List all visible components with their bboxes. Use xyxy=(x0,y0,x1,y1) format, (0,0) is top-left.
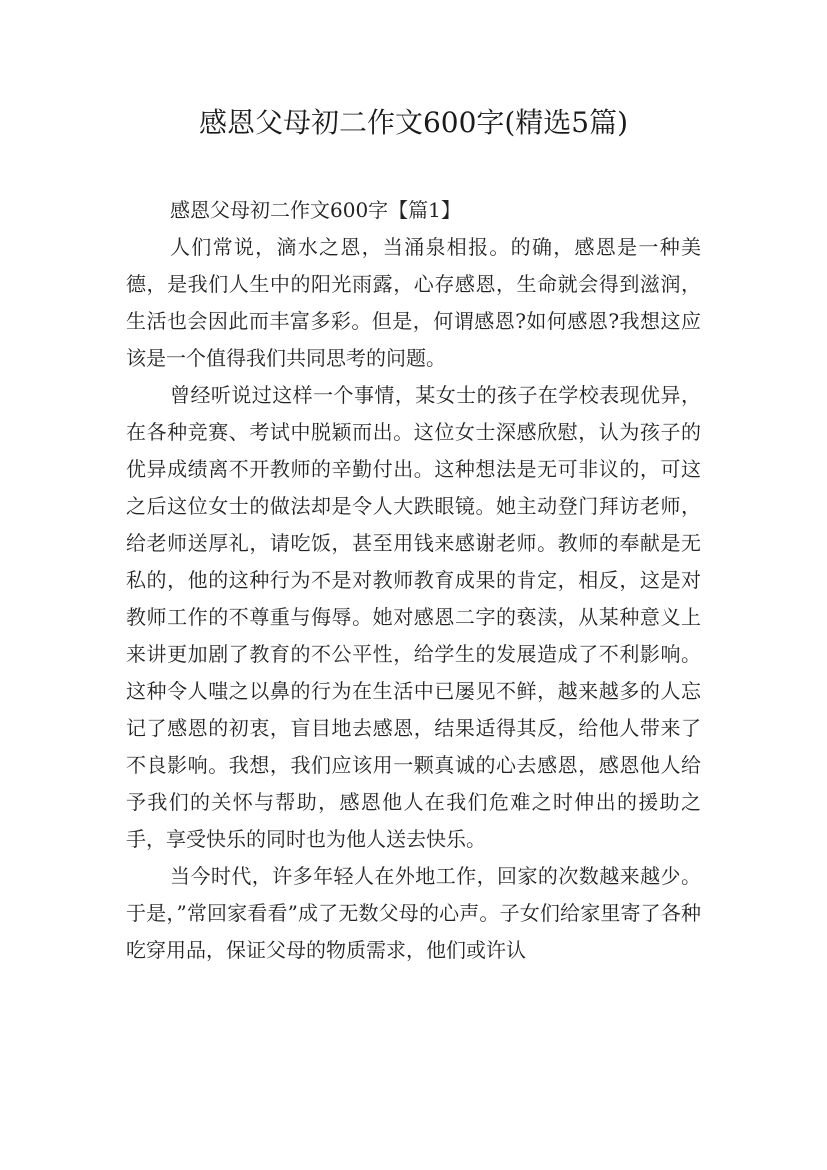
paragraph-2: 曾经听说过这样一个事情，某女士的孩子在学校表现优异，在各种竞赛、考试中脱颖而出。这位女士深感欣慰，认为孩子的优异成绩离不开教师的辛勤付出。这种想法是无可非议的，可这之后这位女士的做法却是令人大跌眼镜。她主动登门拜访老师，给老师送厚礼，请吃饭，甚至用钱来感谢老师。教师的奉献是无私的，他的这种行为不是对教师教育成果的肯定，相反，这是对教师工作的不尊重与侮辱。她对感恩二字的亵渎，从某种意义上来讲更加剧了教育的不公平性，给学生的发展造成了不利影响。这种令人嗤之以鼻的行为在生活中已屡见不鲜，越来越多的人忘记了感恩的初衷，盲目地去感恩，结果适得其反，给他人带来了不良影响。我想，我们应该用一颗真诚的心去感恩，感恩他人给予我们的关怀与帮助，感恩他人在我们危难之时伸出的援助之手，享受快乐的同时也为他人送去快乐。 xyxy=(126,383,701,851)
document-title: 感恩父母初二作文600字(精选5篇) xyxy=(198,106,629,139)
paragraph-1: 人们常说，滴水之恩，当涌泉相报。的确，感恩是一种美德，是我们人生中的阳光雨露，心存感恩，生命就会得到滋润，生活也会因此而丰富多彩。但是，何谓感恩?如何感恩?我想这应该是一个值得我们共同思考的问题。 xyxy=(126,235,701,370)
document-body xyxy=(126,192,701,969)
section-heading: 感恩父母初二作文600字【篇1】 xyxy=(170,198,461,222)
paragraph-3: 当今时代，许多年轻人在外地工作，回家的次数越来越少。于是，”常回家看看”成了无数父母的心声。子女们给家里寄了各种吃穿用品，保证父母的物质需求，他们或许认 xyxy=(126,864,701,962)
